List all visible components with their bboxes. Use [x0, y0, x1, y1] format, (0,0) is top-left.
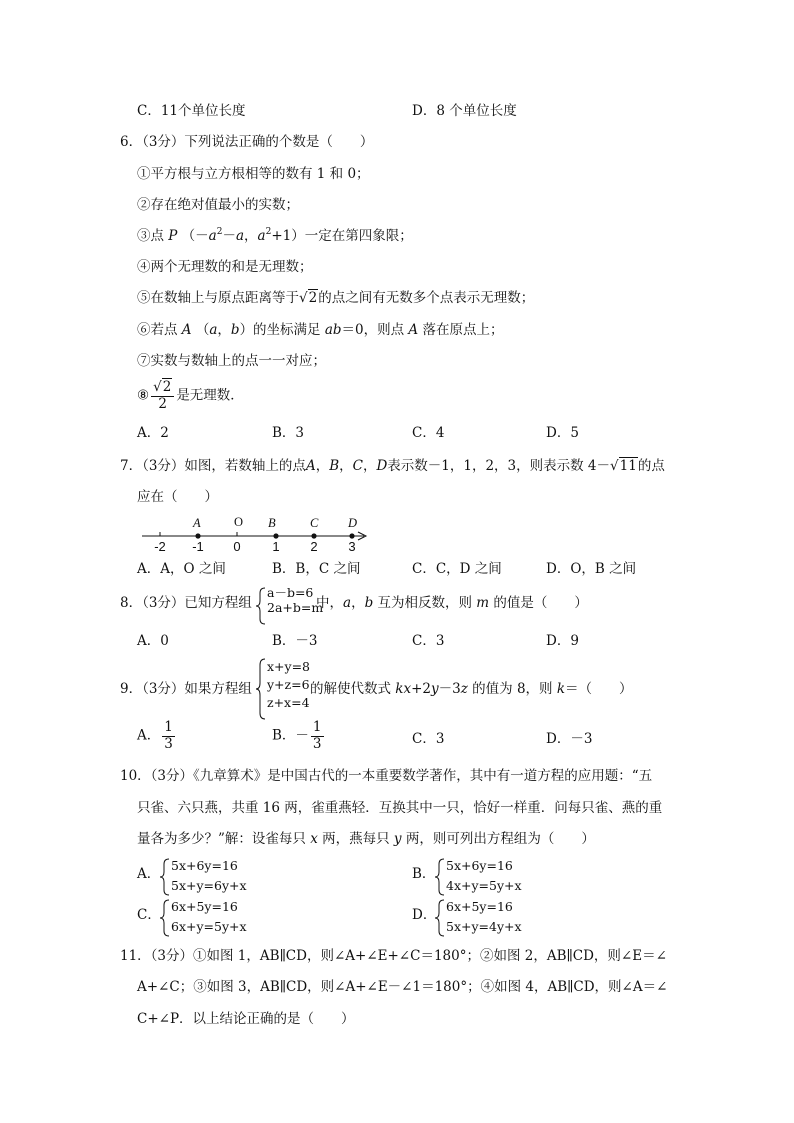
point-c-dot: [311, 533, 316, 538]
equation: 6x+5y=16: [446, 899, 513, 914]
q10-option-b-label: B．: [412, 866, 436, 882]
left-brace-icon: [255, 586, 267, 626]
equation: 5x+6y=16: [446, 858, 513, 873]
left-brace-icon: [434, 857, 446, 897]
equation: 5x+6y=16: [171, 858, 238, 873]
fraction-sqrt2-over-2: $\frac{√2}{2}$: [151, 381, 174, 411]
q6-option-d: D．5: [546, 425, 579, 441]
q6-option-a: A．2: [137, 425, 169, 441]
tick-label: -1: [192, 539, 204, 554]
q9-equation-system: [267, 658, 310, 712]
q10-option-b-system: [446, 856, 522, 896]
point-a-dot: [195, 533, 200, 538]
q6-stem: 6．（3分）下列说法正确的个数是（ ）: [120, 134, 374, 150]
q11-stem-line1: 11．（3分）①如图 1，AB∥CD，则∠A+∠E+∠C＝180°；②如图 2，AB∥CD，则∠E＝∠: [120, 948, 667, 964]
fraction: $\frac{1}{3}$: [164, 719, 173, 752]
tick-label: 1: [272, 539, 280, 554]
equation: 5x+y=4y+x: [446, 919, 522, 934]
left-brace-icon: [159, 857, 171, 897]
point-label: B: [268, 516, 276, 530]
q9-option-d: D．－3: [546, 731, 593, 747]
q10-stem-line3: 量各为多少？”解：设雀每只 x 两，燕每只 y 两，则可列出方程组为（ ）: [137, 831, 595, 847]
equation: 4x+y=5y+x: [446, 878, 522, 893]
tick-label: 3: [348, 539, 356, 554]
point-label: D: [348, 516, 358, 530]
q7-stem-line2: 应在（ ）: [137, 489, 218, 505]
equation: y+z=6: [267, 677, 310, 693]
q6-statement-8: ⑧ $\frac{√2}{2}$ 是无理数．: [137, 379, 244, 412]
q6-statement-6: ⑥若点 A （a，b）的坐标满足 ab＝0，则点 A 落在原点上；: [137, 322, 504, 338]
tick-label: -2: [154, 539, 166, 554]
q6-option-b: B．3: [272, 425, 305, 441]
fraction: $\frac{1}{3}$: [312, 719, 322, 752]
q6-statement-3: ③点 P （$-a^2-a$，$a^2+1$）一定在第四象限；: [137, 227, 413, 244]
left-brace-icon: [159, 898, 171, 938]
point-label: A: [193, 516, 201, 530]
number-line: [138, 512, 374, 556]
q9-stem-post: 的解使代数式 kx+2y－3z 的值为 8，则 k＝（ ）: [310, 681, 633, 697]
q7-option-d: D．O，B 之间: [546, 561, 637, 577]
q8-stem-post: 中，a，b 互为相反数，则 m 的值是（ ）: [316, 595, 588, 611]
q6-option-c: C．4: [412, 425, 445, 441]
equation: 2a+b=m: [267, 600, 324, 615]
q9-option-c: C．3: [412, 731, 445, 747]
point-d-dot: [349, 533, 354, 538]
equation: z+x=4: [267, 695, 310, 711]
q11-stem-line2: A+∠C；③如图 3，AB∥CD，则∠A+∠E－∠1＝180°；④如图 4，AB∥CD，则∠A＝∠: [137, 979, 668, 995]
sqrt-2: √2: [299, 290, 318, 306]
q6-statement-1: ①平方根与立方根相等的数有 1 和 0；: [137, 166, 370, 182]
q8-option-b: B．－3: [272, 633, 318, 649]
q10-stem-line2: 只雀、六只燕，共重 16 两，雀重燕轻．互换其中一只，恰好一样重．问每只雀、燕的重: [137, 800, 663, 816]
point-label: C: [310, 516, 319, 530]
left-brace-icon: [255, 657, 267, 721]
equation: 5x+y=6y+x: [171, 878, 247, 893]
equation: a－b=6: [267, 585, 314, 600]
q7-option-a: A．A，O 之间: [137, 561, 226, 577]
q10-option-d-label: D．: [412, 907, 437, 923]
point-b-dot: [273, 533, 278, 538]
q9-stem-pre: 9．（3分）如果方程组: [120, 681, 252, 697]
point-label: O: [234, 515, 244, 529]
q8-stem-pre: 8．（3分）已知方程组: [120, 595, 252, 611]
q7-stem: 7．（3分）如图，若数轴上的点A，B，C，D表示数－1，1，2，3，则表示数 4－√11的点: [120, 458, 665, 474]
q7-option-b: B．B，C 之间: [272, 561, 361, 577]
tick-label: 0: [233, 539, 241, 554]
q6-statement-2: ②存在绝对值最小的实数；: [137, 197, 299, 213]
q8-option-a: A．0: [137, 633, 169, 649]
q6-statement-7: ⑦实数与数轴上的点一一对应；: [137, 353, 326, 369]
q9-option-b: B．－ $\frac{1}{3}$: [272, 719, 322, 752]
equation: 6x+y=5y+x: [171, 919, 247, 934]
q8-equation-system: [267, 585, 323, 615]
q9-option-a: A． $\frac{1}{3}$: [137, 719, 173, 752]
q10-stem-line1: 10．（3分）《九章算术》是中国古代的一本重要数学著作，其中有一道方程的应用题：“五: [120, 768, 653, 784]
equation: 6x+5y=16: [171, 899, 238, 914]
q6-statement-5: ⑤在数轴上与原点距离等于√2的点之间有无数多个点表示无理数；: [137, 290, 535, 306]
left-brace-icon: [434, 898, 446, 938]
q11-stem-line3: C+∠P．以上结论正确的是（ ）: [137, 1011, 355, 1027]
q8-option-c: C．3: [412, 633, 445, 649]
q8-option-d: D．9: [546, 633, 579, 649]
tick-label: 2: [310, 539, 318, 554]
sqrt-11: √11: [610, 458, 637, 474]
q6-statement-4: ④两个无理数的和是无理数；: [137, 259, 313, 275]
q5-option-d: D．8 个单位长度: [412, 103, 517, 119]
q10-option-a-system: [171, 856, 247, 896]
q5-option-c: C．11个单位长度: [137, 103, 246, 119]
q10-option-c-system: [171, 897, 247, 937]
q10-option-a-label: A．: [137, 866, 161, 882]
q10-option-d-system: [446, 897, 522, 937]
equation: x+y=8: [267, 659, 311, 674]
q10-option-c-label: C．: [137, 907, 161, 923]
q7-option-c: C．C，D 之间: [412, 561, 502, 577]
